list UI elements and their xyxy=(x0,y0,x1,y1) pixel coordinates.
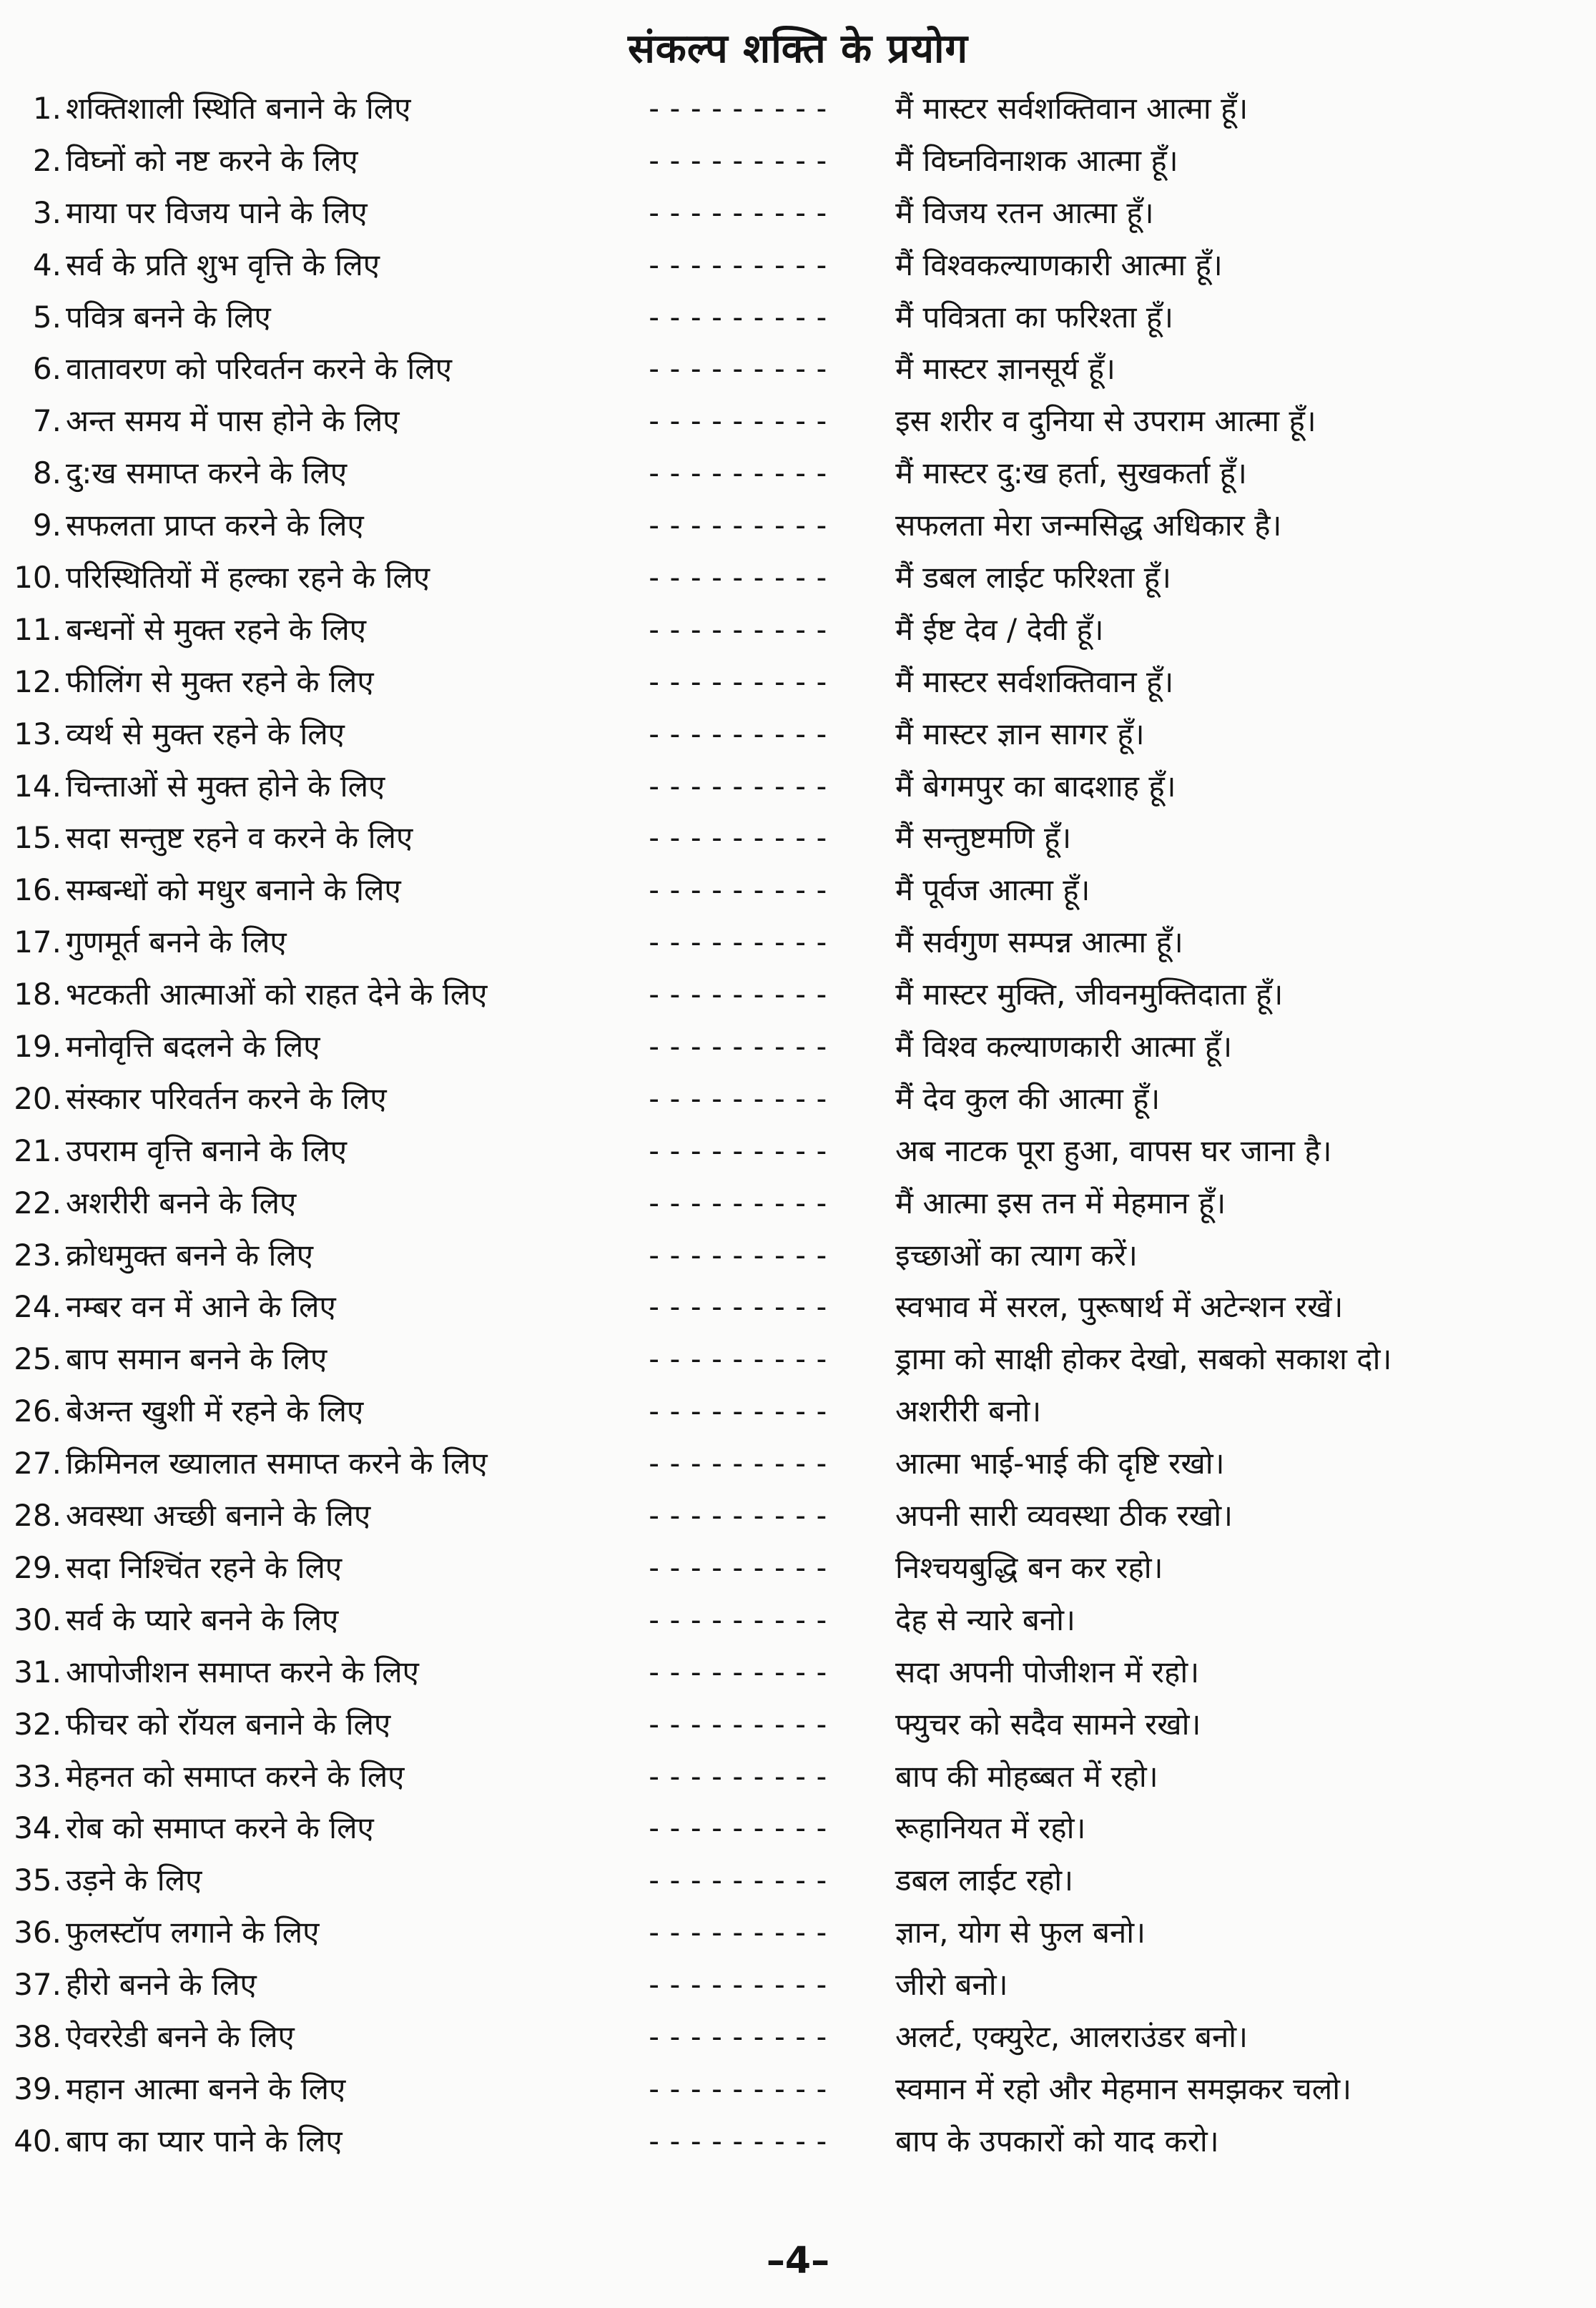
item-number: 40. xyxy=(14,2123,61,2159)
item-purpose: बेअन्त खुशी में रहने के लिए xyxy=(66,1394,364,1429)
item-separator: --------- xyxy=(645,1810,834,1846)
item-number: 39. xyxy=(14,2071,61,2106)
item-affirmation: अशरीरी बनो। xyxy=(895,1394,1042,1429)
item-number: 37. xyxy=(14,1967,61,2003)
item-purpose: बन्धनों से मुक्त रहने के लिए xyxy=(66,611,366,647)
item-purpose: सफलता प्राप्त करने के लिए xyxy=(66,508,364,543)
item-number: 10. xyxy=(14,560,61,596)
item-separator: --------- xyxy=(645,1863,834,1898)
item-separator: --------- xyxy=(645,1446,834,1481)
item-purpose: बाप का प्यार पाने के लिए xyxy=(66,2123,343,2159)
item-number: 12. xyxy=(14,664,61,699)
item-purpose: वातावरण को परिवर्तन करने के लिए xyxy=(66,351,452,387)
list-item xyxy=(0,1596,1596,1648)
item-separator: --------- xyxy=(645,872,834,908)
item-purpose: अवस्था अच्छी बनाने के लिए xyxy=(66,1498,371,1534)
item-purpose: आपोजीशन समाप्त करने के लिए xyxy=(66,1654,419,1690)
item-affirmation: मैं विश्व कल्याणकारी आत्मा हूँ। xyxy=(895,1029,1233,1065)
item-affirmation: मैं पूर्वज आत्मा हूँ। xyxy=(895,872,1090,908)
item-number: 29. xyxy=(14,1549,61,1585)
item-affirmation: डबल लाईट रहो। xyxy=(895,1863,1074,1898)
item-number: 13. xyxy=(14,716,61,751)
item-purpose: नम्बर वन में आने के लिए xyxy=(66,1289,336,1325)
item-separator: --------- xyxy=(645,1758,834,1794)
list-item xyxy=(0,293,1596,345)
item-affirmation: मैं मास्टर ज्ञान सागर हूँ। xyxy=(895,716,1145,751)
item-affirmation: मैं डबल लाईट फरिश्ता हूँ। xyxy=(895,560,1171,596)
item-affirmation: फ्युचर को सदैव सामने रखो। xyxy=(895,1706,1201,1742)
item-affirmation: मैं सन्तुष्टमणि हूँ। xyxy=(895,820,1072,856)
item-number: 17. xyxy=(14,924,61,960)
item-separator: --------- xyxy=(645,1029,834,1065)
item-affirmation: मैं विश्वकल्याणकारी आत्मा हूँ। xyxy=(895,247,1223,282)
list-item xyxy=(0,866,1596,918)
item-separator: --------- xyxy=(645,247,834,282)
item-separator: --------- xyxy=(645,1654,834,1690)
page-number: –4– xyxy=(766,2239,830,2282)
item-purpose: अन्त समय में पास होने के लिए xyxy=(66,403,400,439)
item-affirmation: मैं मास्टर दु:ख हर्ता, सुखकर्ता हूँ। xyxy=(895,455,1247,491)
item-separator: --------- xyxy=(645,1289,834,1325)
item-purpose: उपराम वृत्ति बनाने के लिए xyxy=(66,1133,348,1168)
list-item xyxy=(0,553,1596,606)
item-number: 26. xyxy=(14,1394,61,1429)
item-number: 30. xyxy=(14,1602,61,1637)
item-affirmation: अब नाटक पूरा हुआ, वापस घर जाना है। xyxy=(895,1133,1332,1168)
item-affirmation: सफलता मेरा जन्मसिद्ध अधिकार है। xyxy=(895,508,1282,543)
item-separator: --------- xyxy=(645,2123,834,2159)
item-purpose: हीरो बनने के लिए xyxy=(66,1967,257,2003)
item-affirmation: मैं आत्मा इस तन में मेहमान हूँ। xyxy=(895,1185,1226,1220)
item-purpose: चिन्ताओं से मुक्त होने के लिए xyxy=(66,768,385,804)
item-affirmation: मैं बेगमपुर का बादशाह हूँ। xyxy=(895,768,1176,804)
item-affirmation: मैं विघ्नविनाशक आत्मा हूँ। xyxy=(895,142,1178,178)
item-purpose: मनोवृत्ति बदलने के लिए xyxy=(66,1029,320,1065)
item-separator: --------- xyxy=(645,924,834,960)
item-affirmation: मैं मास्टर सर्वशक्तिवान हूँ। xyxy=(895,664,1174,699)
item-purpose: सम्बन्धों को मधुर बनाने के लिए xyxy=(66,872,401,908)
item-purpose: गुणमूर्त बनने के लिए xyxy=(66,924,287,960)
item-purpose: फीलिंग से मुक्त रहने के लिए xyxy=(66,664,374,699)
item-separator: --------- xyxy=(645,977,834,1012)
item-affirmation: सदा अपनी पोजीशन में रहो। xyxy=(895,1654,1200,1690)
item-number: 11. xyxy=(14,611,61,647)
item-number: 21. xyxy=(14,1133,61,1168)
item-number: 7. xyxy=(32,403,61,439)
item-affirmation: अलर्ट, एक्युरेट, आलराउंडर बनो। xyxy=(895,2018,1248,2054)
item-separator: --------- xyxy=(645,611,834,647)
item-separator: --------- xyxy=(645,1706,834,1742)
item-affirmation: इच्छाओं का त्याग करें। xyxy=(895,1237,1138,1273)
item-separator: --------- xyxy=(645,299,834,335)
item-purpose: बाप समान बनने के लिए xyxy=(66,1341,327,1377)
item-affirmation: ड्रामा को साक्षी होकर देखो, सबको सकाश दो। xyxy=(895,1341,1392,1377)
item-number: 16. xyxy=(14,872,61,908)
item-number: 27. xyxy=(14,1446,61,1481)
item-purpose: विघ्नों को नष्ट करने के लिए xyxy=(66,142,358,178)
list-item xyxy=(0,1804,1596,1856)
item-purpose: दु:ख समाप्त करने के लिए xyxy=(66,455,348,491)
item-separator: --------- xyxy=(645,1498,834,1534)
item-number: 14. xyxy=(14,768,61,804)
list-item xyxy=(0,1752,1596,1805)
item-separator: --------- xyxy=(645,1394,834,1429)
item-number: 6. xyxy=(32,351,61,387)
item-affirmation: रूहानियत में रहो। xyxy=(895,1810,1086,1846)
list-item xyxy=(0,1179,1596,1231)
list-item xyxy=(0,1075,1596,1127)
item-number: 19. xyxy=(14,1029,61,1065)
item-number: 38. xyxy=(14,2018,61,2054)
item-purpose: सदा सन्तुष्ट रहने व करने के लिए xyxy=(66,820,413,856)
item-number: 31. xyxy=(14,1654,61,1690)
item-separator: --------- xyxy=(645,820,834,856)
item-separator: --------- xyxy=(645,768,834,804)
page-title: संकल्प शक्ति के प्रयोग xyxy=(627,26,969,72)
affirmation-list xyxy=(0,84,1596,2169)
item-number: 28. xyxy=(14,1498,61,1534)
item-number: 36. xyxy=(14,1915,61,1951)
item-purpose: परिस्थितियों में हल्का रहने के लिए xyxy=(66,560,430,596)
item-number: 23. xyxy=(14,1237,61,1273)
item-purpose: महान आत्मा बनने के लिए xyxy=(66,2071,346,2106)
item-number: 4. xyxy=(32,247,61,282)
item-separator: --------- xyxy=(645,508,834,543)
item-purpose: फीचर को रॉयल बनाने के लिए xyxy=(66,1706,391,1742)
list-item xyxy=(0,1022,1596,1075)
item-purpose: क्रिमिनल ख्यालात समाप्त करने के लिए xyxy=(66,1446,488,1481)
list-item xyxy=(0,1908,1596,1961)
item-number: 8. xyxy=(32,455,61,491)
item-purpose: सर्व के प्यारे बनने के लिए xyxy=(66,1602,339,1637)
list-item xyxy=(0,1387,1596,1439)
item-number: 35. xyxy=(14,1863,61,1898)
item-affirmation: मैं ईष्ट देव / देवी हूँ। xyxy=(895,611,1104,647)
item-affirmation: स्वमान में रहो और मेहमान समझकर चलो। xyxy=(895,2071,1352,2106)
item-affirmation: बाप के उपकारों को याद करो। xyxy=(895,2123,1219,2159)
item-number: 22. xyxy=(14,1185,61,1220)
item-affirmation: मैं मास्टर मुक्ति, जीवनमुक्तिदाता हूँ। xyxy=(895,977,1284,1012)
item-purpose: सदा निश्चिंत रहने के लिए xyxy=(66,1549,343,1585)
item-purpose: माया पर विजय पाने के लिए xyxy=(66,194,368,230)
list-item xyxy=(0,501,1596,553)
item-affirmation: मैं पवित्रता का फरिश्ता हूँ। xyxy=(895,299,1174,335)
item-purpose: व्यर्थ से मुक्त रहने के लिए xyxy=(66,716,345,751)
item-separator: --------- xyxy=(645,2018,834,2054)
list-item xyxy=(0,606,1596,658)
item-number: 20. xyxy=(14,1080,61,1116)
item-purpose: उड़ने के लिए xyxy=(66,1863,202,1898)
item-separator: --------- xyxy=(645,1237,834,1273)
item-purpose: संस्कार परिवर्तन करने के लिए xyxy=(66,1080,387,1116)
list-item xyxy=(0,1856,1596,1908)
item-affirmation: इस शरीर व दुनिया से उपराम आत्मा हूँ। xyxy=(895,403,1316,439)
list-item xyxy=(0,1127,1596,1179)
item-purpose: मेहनत को समाप्त करने के लिए xyxy=(66,1758,405,1794)
item-number: 1. xyxy=(32,91,61,126)
list-item xyxy=(0,449,1596,501)
list-item xyxy=(0,918,1596,970)
list-item xyxy=(0,1335,1596,1387)
item-separator: --------- xyxy=(645,1080,834,1116)
item-number: 25. xyxy=(14,1341,61,1377)
item-separator: --------- xyxy=(645,142,834,178)
item-separator: --------- xyxy=(645,2071,834,2106)
item-separator: --------- xyxy=(645,664,834,699)
item-affirmation: ज्ञान, योग से फुल बनो। xyxy=(895,1915,1146,1951)
item-separator: --------- xyxy=(645,1185,834,1220)
list-item xyxy=(0,1544,1596,1596)
list-item xyxy=(0,1700,1596,1752)
list-item xyxy=(0,762,1596,814)
item-purpose: रोब को समाप्त करने के लिए xyxy=(66,1810,374,1846)
item-number: 2. xyxy=(32,142,61,178)
item-number: 18. xyxy=(14,977,61,1012)
item-separator: --------- xyxy=(645,91,834,126)
list-item xyxy=(0,1961,1596,2013)
item-affirmation: मैं सर्वगुण सम्पन्न आत्मा हूँ। xyxy=(895,924,1183,960)
item-number: 5. xyxy=(32,299,61,335)
item-separator: --------- xyxy=(645,560,834,596)
item-separator: --------- xyxy=(645,716,834,751)
list-item xyxy=(0,658,1596,710)
item-affirmation: आत्मा भाई-भाई की दृष्टि रखो। xyxy=(895,1446,1225,1481)
item-affirmation: स्वभाव में सरल, पुरूषार्थ में अटेन्शन रखें। xyxy=(895,1289,1344,1325)
list-item xyxy=(0,970,1596,1022)
list-item xyxy=(0,345,1596,397)
list-item xyxy=(0,1491,1596,1544)
item-separator: --------- xyxy=(645,351,834,387)
list-item xyxy=(0,1283,1596,1335)
item-purpose: पवित्र बनने के लिए xyxy=(66,299,271,335)
list-item xyxy=(0,814,1596,866)
item-number: 9. xyxy=(32,508,61,543)
list-item xyxy=(0,1231,1596,1283)
item-number: 15. xyxy=(14,820,61,856)
item-number: 34. xyxy=(14,1810,61,1846)
item-affirmation: अपनी सारी व्यवस्था ठीक रखो। xyxy=(895,1498,1233,1534)
item-affirmation: मैं मास्टर सर्वशक्तिवान आत्मा हूँ। xyxy=(895,91,1248,126)
item-separator: --------- xyxy=(645,455,834,491)
item-affirmation: जीरो बनो। xyxy=(895,1967,1008,2003)
list-item xyxy=(0,84,1596,137)
item-affirmation: मैं देव कुल की आत्मा हूँ। xyxy=(895,1080,1161,1116)
item-separator: --------- xyxy=(645,1915,834,1951)
item-purpose: भटकती आत्माओं को राहत देने के लिए xyxy=(66,977,488,1012)
item-number: 3. xyxy=(32,194,61,230)
list-item xyxy=(0,241,1596,293)
item-separator: --------- xyxy=(645,1602,834,1637)
item-purpose: शक्तिशाली स्थिति बनाने के लिए xyxy=(66,91,411,126)
item-number: 33. xyxy=(14,1758,61,1794)
item-affirmation: मैं मास्टर ज्ञानसूर्य हूँ। xyxy=(895,351,1115,387)
list-item xyxy=(0,710,1596,762)
item-separator: --------- xyxy=(645,194,834,230)
item-affirmation: मैं विजय रतन आत्मा हूँ। xyxy=(895,194,1154,230)
list-item xyxy=(0,397,1596,449)
list-item xyxy=(0,189,1596,241)
item-purpose: ऐवररेडी बनने के लिए xyxy=(66,2018,295,2054)
list-item xyxy=(0,2013,1596,2065)
item-affirmation: देह से न्यारे बनो। xyxy=(895,1602,1075,1637)
item-separator: --------- xyxy=(645,1133,834,1168)
item-number: 24. xyxy=(14,1289,61,1325)
item-purpose: क्रोधमुक्त बनने के लिए xyxy=(66,1237,314,1273)
item-affirmation: निश्चयबुद्धि बन कर रहो। xyxy=(895,1549,1163,1585)
item-affirmation: बाप की मोहब्बत में रहो। xyxy=(895,1758,1158,1794)
item-separator: --------- xyxy=(645,1967,834,2003)
list-item xyxy=(0,1439,1596,1491)
item-separator: --------- xyxy=(645,403,834,439)
item-purpose: सर्व के प्रति शुभ वृत्ति के लिए xyxy=(66,247,380,282)
list-item xyxy=(0,1648,1596,1700)
item-purpose: फुलस्टॉप लगाने के लिए xyxy=(66,1915,320,1951)
list-item xyxy=(0,2117,1596,2169)
list-item xyxy=(0,2065,1596,2117)
item-separator: --------- xyxy=(645,1341,834,1377)
item-number: 32. xyxy=(14,1706,61,1742)
list-item xyxy=(0,137,1596,189)
item-purpose: अशरीरी बनने के लिए xyxy=(66,1185,297,1220)
item-separator: --------- xyxy=(645,1549,834,1585)
